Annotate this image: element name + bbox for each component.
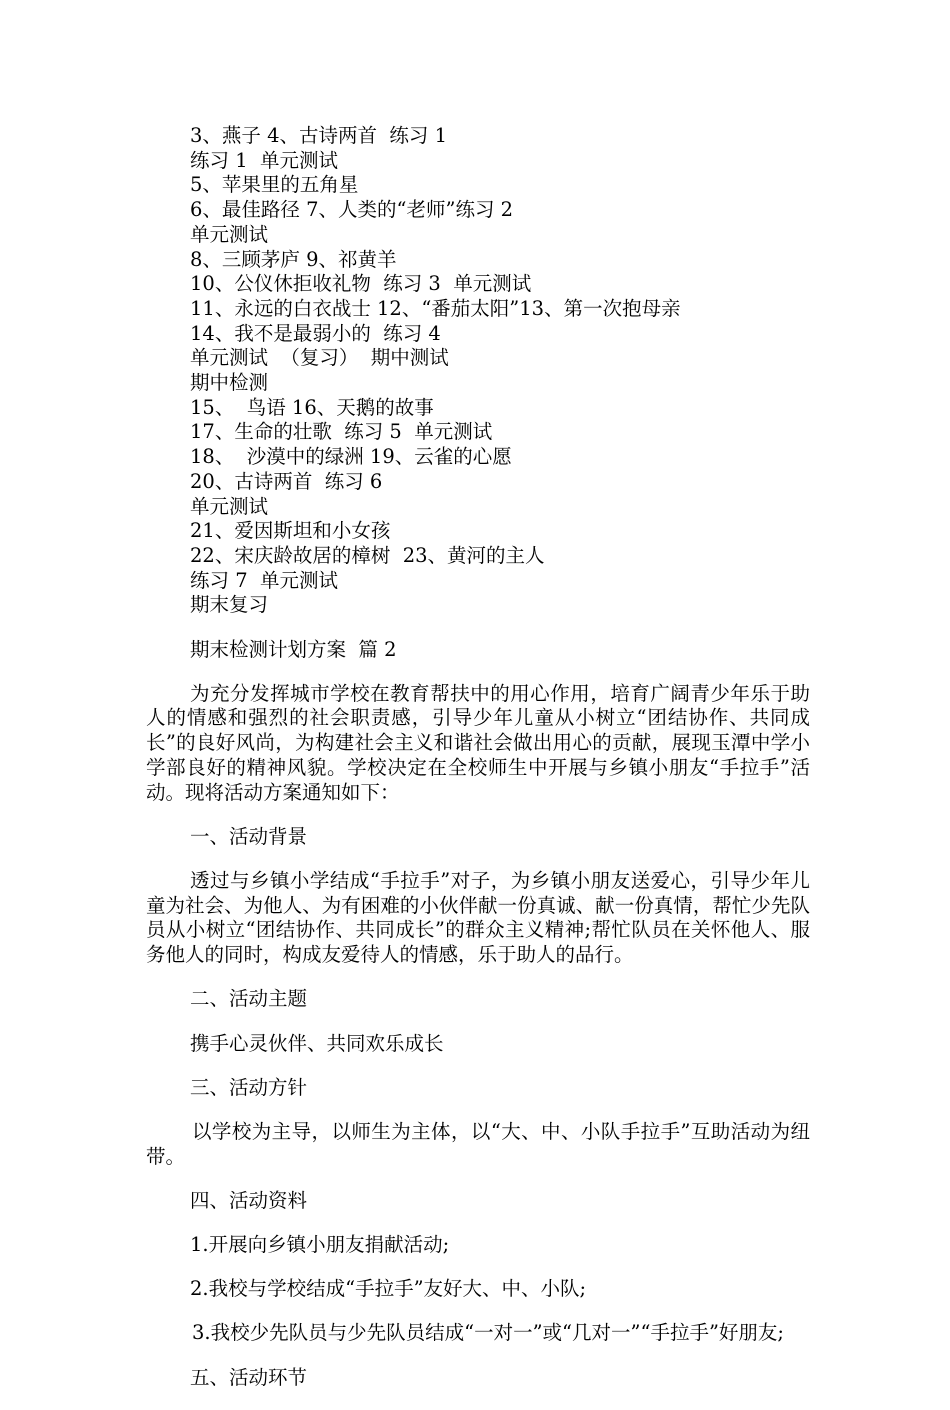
schedule-line: 21、爱因斯坦和小女孩 bbox=[190, 519, 391, 543]
schedule-line: 期中检测 bbox=[190, 371, 269, 395]
materials-item: 1.开展向乡镇小朋友捐献活动; bbox=[190, 1233, 450, 1257]
schedule-line: 练习 7 单元测试 bbox=[190, 568, 339, 592]
schedule-line: 22、宋庆龄故居的樟树 23、黄河的主人 bbox=[190, 543, 545, 567]
schedule-line: 期末复习 bbox=[190, 593, 269, 617]
schedule-line: 8、三顾茅庐 9、祁黄羊 bbox=[190, 247, 397, 271]
schedule-line: 单元测试 bbox=[190, 222, 269, 246]
schedule-line: 单元测试 bbox=[190, 494, 269, 518]
schedule-line: 18、 沙漠中的绿洲 19、云雀的心愿 bbox=[190, 445, 512, 469]
schedule-line: 练习 1 单元测试 bbox=[190, 148, 339, 172]
policy-text: 以学校为主导，以师生为主体，以“大、中、小队手拉手”互助活动为纽带。 bbox=[146, 1119, 810, 1168]
schedule-line: 5、苹果里的五角星 bbox=[190, 173, 359, 197]
schedule-line: 6、最佳路径 7、人类的“老师”练习 2 bbox=[190, 198, 514, 222]
policy-heading: 三、活动方针 bbox=[190, 1075, 308, 1099]
schedule-line: 11、永远的白衣战士 12、“番茄太阳”13、第一次抱母亲 bbox=[190, 296, 681, 320]
theme-heading: 二、活动主题 bbox=[190, 987, 308, 1011]
schedule-list bbox=[146, 124, 810, 618]
schedule-line: 20、古诗两首 练习 6 bbox=[190, 469, 383, 493]
materials-item: 2.我校与学校结成“手拉手”友好大、中、小队; bbox=[190, 1277, 587, 1301]
schedule-line: 3、燕子 4、古诗两首 练习 1 bbox=[190, 124, 448, 147]
theme-text: 携手心灵伙伴、共同欢乐成长 bbox=[190, 1031, 444, 1055]
document-page bbox=[146, 124, 810, 1410]
steps-heading: 五、活动环节 bbox=[190, 1365, 308, 1389]
schedule-line: 单元测试 （复习） 期中测试 bbox=[190, 346, 449, 370]
schedule-line: 15、 鸟语 16、天鹅的故事 bbox=[190, 395, 434, 419]
materials-heading: 四、活动资料 bbox=[190, 1188, 308, 1212]
schedule-line: 17、生命的壮歌 练习 5 单元测试 bbox=[190, 420, 493, 444]
background-text: 透过与乡镇小学结成“手拉手”对子，为乡镇小朋友送爱心，引导少年儿童为社会、为他人、为有困难的小伙伴献一份真诚、献一份真情，帮忙少先队员从小树立“团结协作、共同成长”的群众主义精神;帮忙队员在关怀他人、服务他人的同时，构成友爱待人的情感，乐于助人的品行。 bbox=[146, 868, 810, 967]
intro-paragraph: 为充分发挥城市学校在教育帮扶中的用心作用，培育广阔青少年乐于助人的情感和强烈的社会职责感，引导少年儿童从小树立“团结协作、共同成长”的良好风尚，为构建社会主义和谐社会做出用心的贡献，展现玉潭中学小学部良好的精神风貌。学校决定在全校师生中开展与乡镇小朋友“手拉手”活动。现将活动方案通知如下： bbox=[146, 681, 810, 804]
section-title: 期末检测计划方案 篇 2 bbox=[190, 637, 397, 661]
materials-item: 3.我校少先队员与少先队员结成“一对一”或“几对一”“手拉手”好朋友; bbox=[192, 1321, 784, 1345]
schedule-line: 14、我不是最弱小的 练习 4 bbox=[190, 321, 441, 345]
schedule-line: 10、公仪休拒收礼物 练习 3 单元测试 bbox=[190, 272, 532, 296]
background-heading: 一、活动背景 bbox=[190, 824, 308, 848]
